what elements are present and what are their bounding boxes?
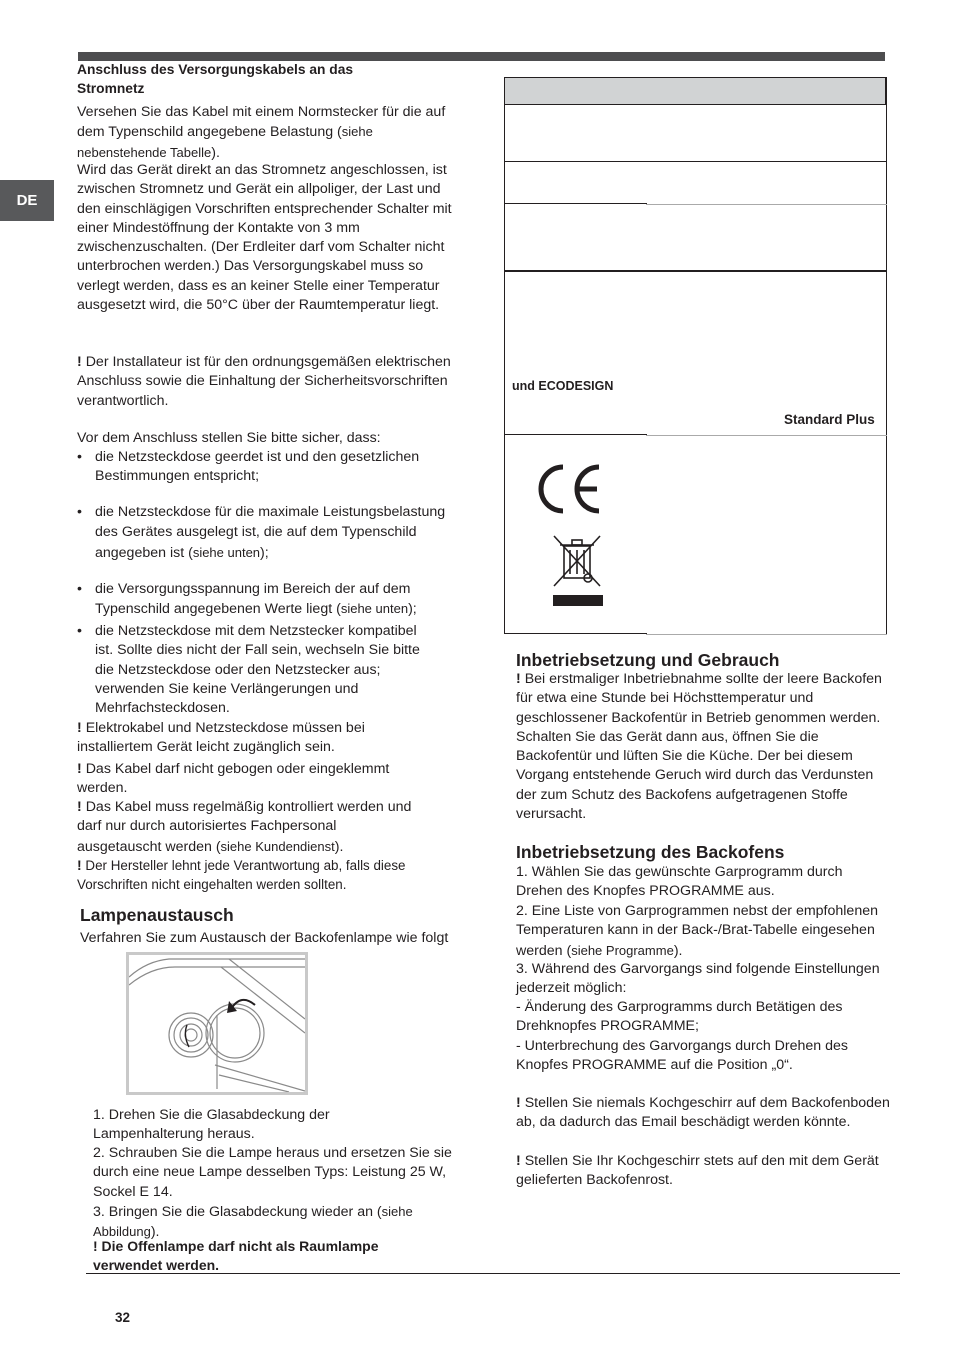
oven-dash-1: - Änderung des Garprogramms durch Betätigen des Drehknopfes PROGRAMME; xyxy=(516,999,843,1035)
table-row-divider xyxy=(504,270,887,272)
use-heading: Inbetriebsetzung und Gebrauch xyxy=(516,650,780,670)
list-item: • die Netzsteckdose geerdet ist und den gesetzlichen Bestimmungen entspricht; xyxy=(77,448,455,487)
use-text: ! Bei erstmaliger Inbetriebnahme sollte der leere Backofen für etwa eine Stunde bei Höchsttemperatur und geschlossener Backofentür in Betrieb genommen werden. Schalten Sie das Gerät dann aus, öffnen Sie die Backofentür und lüften Sie die Küche. Der bei diesem Vorgang entstehende Geruch wird durch das Verdunsten der zum Schutz des Backofens aufgetragenen Stoffe verursacht. xyxy=(516,671,882,823)
lamp-warning: ! Die Offenlampe darf nicht als Raumlampe verwendet werden. xyxy=(93,1238,379,1273)
check-intro: Vor dem Anschluss stellen Sie bitte sicher, dass: xyxy=(77,430,381,446)
note-access: ! Elektrokabel und Netzsteckdose müssen bei installiertem Gerät leicht zugänglich sein. xyxy=(77,720,365,756)
table-row-divider xyxy=(504,434,647,435)
note-floor: ! Stellen Sie niemals Kochgeschirr auf dem Backofenboden ab, da dadurch das Email beschädigt werden könnte. xyxy=(516,1095,890,1131)
note-installer: ! Der Installateur ist für den ordnungsgemäßen elektrischen Anschluss sowie die Einhaltung der Sicherheitsvorschriften verantwortlich. xyxy=(77,354,451,409)
note-check: ! Das Kabel muss regelmäßig kontrolliert werden und darf nur durch autorisiertes Fachpersonal ausgetauscht werden (siehe Kundendienst). xyxy=(77,799,412,855)
cable-paragraph-2: Wird das Gerät direkt an das Stromnetz angeschlossen, ist zwischen Stromnetz und Gerät ein allpoliger, der Last und den einschlägigen Vorschriften entsprechender Schalter mit einer Mindestöffnung der Kontakte von 3 mm zwischenzuschalten. (Der Erdleiter darf vom Schalter nicht unterbrochen werden.) Das Versorgungskabel muss so verlegt werden, dass es an keiner Stelle einer Temperatur ausgesetzt wird, die 50°C über der Raumtemperatur liegt. xyxy=(77,162,452,314)
lamp-step-3: 3. Bringen Sie die Glasabdeckung wieder an (siehe Abbildung). xyxy=(93,1204,413,1241)
lamp-heading: Lampenaustausch xyxy=(80,905,234,925)
ce-mark-icon xyxy=(537,463,603,520)
lamp-diagram xyxy=(129,955,305,1092)
oven-step-1: 1. Wählen Sie das gewünschte Garprogramm durch Drehen des Knopfes PROGRAMME aus. xyxy=(516,864,843,900)
table-row-divider xyxy=(504,203,647,204)
table-row-divider xyxy=(504,161,887,162)
check-list xyxy=(77,448,455,487)
top-rule xyxy=(78,52,885,61)
lamp-intro: Verfahren Sie zum Austausch der Backofenlampe wie folgt xyxy=(80,930,449,946)
bottom-rule xyxy=(86,1273,900,1274)
note-rack: ! Stellen Sie Ihr Kochgeschirr stets auf den mit dem Gerät gelieferten Backofenrost. xyxy=(516,1153,879,1189)
list-item: • die Netzsteckdose für die maximale Leistungsbelastung des Gerätes ausgelegt ist, die auf dem Typenschild angegeben ist (siehe unten); xyxy=(77,503,455,563)
weee-bin-icon xyxy=(550,532,606,613)
oven-heading: Inbetriebsetzung des Backofens xyxy=(516,842,785,862)
note-bend: ! Das Kabel darf nicht gebogen oder eingeklemmt werden. xyxy=(77,761,390,797)
oven-step-2: 2. Eine Liste von Garprogrammen nebst der empfohlenen Temperaturen kann in der Back-/Brat-Tabelle eingesehen werden (siehe Programme). xyxy=(516,903,878,959)
cable-heading: Anschluss des Versorgungskabels an das Stromnetz xyxy=(77,62,354,96)
oven-step-3: 3. Während des Garvorgangs sind folgende Einstellungen jederzeit möglich: xyxy=(516,961,880,997)
lamp-illustration xyxy=(126,952,308,1095)
note-liability: ! Der Hersteller lehnt jede Verantwortung ab, falls diese Vorschriften nicht eingehalten werden sollten. xyxy=(77,857,406,892)
check-list xyxy=(77,503,455,563)
ecodesign-label: und ECODESIGN xyxy=(512,379,614,393)
page-number: 32 xyxy=(115,1310,131,1325)
table-header xyxy=(504,77,886,105)
standard-plus-label: Standard Plus xyxy=(784,412,875,427)
list-item: • die Versorgungsspannung im Bereich der auf dem Typenschild angegebenen Werte liegt (siehe unten); xyxy=(77,580,455,620)
check-list xyxy=(77,580,455,620)
cable-paragraph-1: Versehen Sie das Kabel mit einem Normstecker für die auf dem Typenschild angegebene Belastung (siehe nebenstehende Tabelle). xyxy=(77,104,446,161)
table-row-divider xyxy=(646,204,887,205)
language-tab: DE xyxy=(0,180,54,221)
list-item: • die Netzsteckdose mit dem Netzstecker kompatibel ist. Sollte dies nicht der Fall sein, wechseln Sie bitte die Netzsteckdose oder den Netzstecker aus; verwenden Sie keine Verlängerungen und Mehrfachsteckdosen. xyxy=(77,622,455,718)
oven-dash-2: - Unterbrechung des Garvorgangs durch Drehen des Knopfes PROGRAMME auf die Position „0“. xyxy=(516,1038,849,1074)
lamp-step-2: 2. Schrauben Sie die Lampe heraus und ersetzen Sie sie durch eine neue Lampe desselben Typs: Leistung 25 W, Sockel E 14. xyxy=(93,1145,452,1200)
table-bottom-border xyxy=(646,634,887,635)
lamp-step-1: 1. Drehen Sie die Glasabdeckung der Lampenhalterung heraus. xyxy=(93,1107,330,1143)
table-row-divider xyxy=(646,435,887,436)
table-bottom-border xyxy=(504,633,647,634)
check-list xyxy=(77,622,455,718)
